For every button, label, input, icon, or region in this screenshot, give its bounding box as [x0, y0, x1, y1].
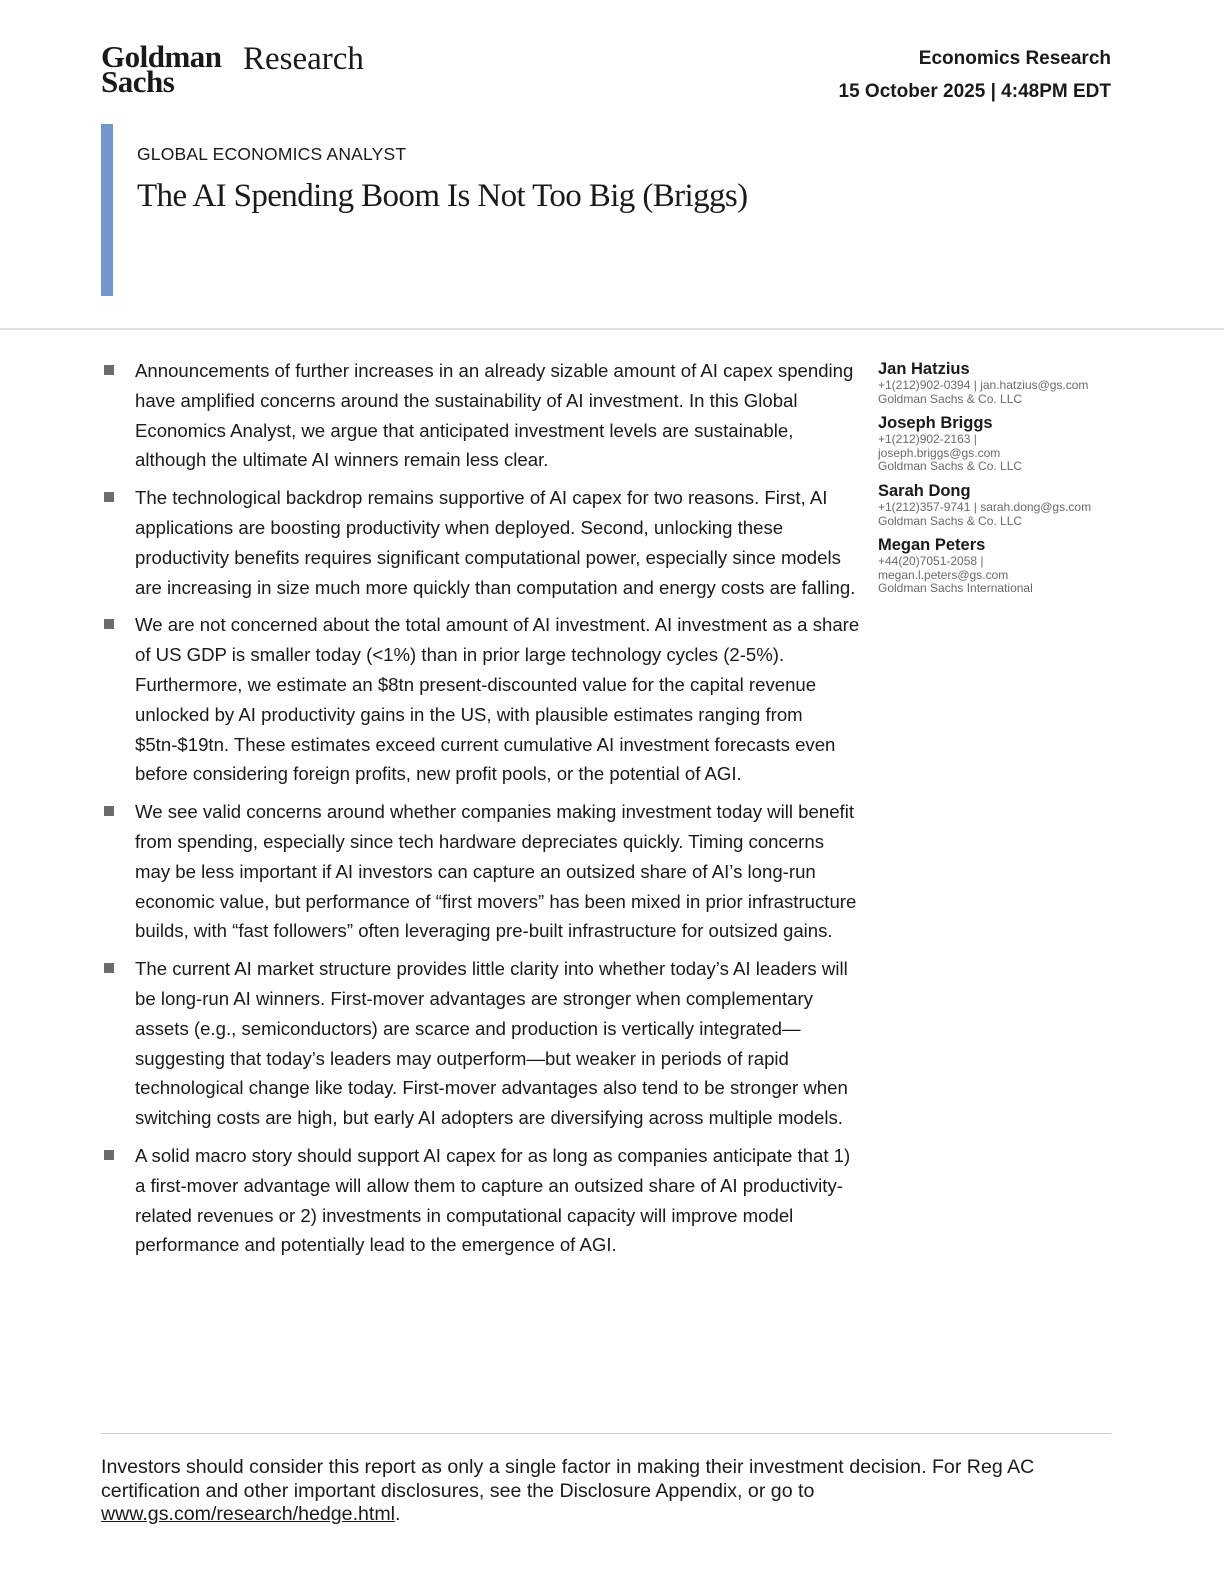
- summary-bullet: [101, 1141, 861, 1260]
- title-accent-bar: [101, 124, 113, 296]
- author-name: Joseph Briggs: [878, 414, 993, 433]
- bullet-square-icon: [104, 365, 114, 375]
- disclosure-link[interactable]: www.gs.com/research/hedge.html: [101, 1503, 396, 1525]
- bullet-text: The technological backdrop remains supportive of AI capex for two reasons. First, AI applications are boosting productivity when deployed. Second, unlocking these productivity benefits requires significant computational power, especially since models are increasing in size much more quickly than computation and energy costs are falling.: [135, 487, 856, 598]
- logo-wordmark: [101, 39, 231, 99]
- author-card: [878, 536, 1118, 596]
- author-card: [878, 414, 1118, 474]
- author-firm: Goldman Sachs & Co. LLC: [878, 391, 1023, 406]
- author-firm: Goldman Sachs & Co. LLC: [878, 459, 1023, 474]
- author-email[interactable]: joseph.briggs@gs.com: [878, 445, 1001, 460]
- report-date-time: 15 October 2025 | 4:48PM EDT: [838, 81, 1111, 102]
- logo-line-1: Goldman: [101, 39, 222, 74]
- report-meta: [839, 42, 1112, 108]
- summary-bullet: [101, 483, 861, 602]
- summary-bullet: [101, 610, 861, 789]
- report-title: The AI Spending Boom Is Not Too Big (Briggs): [137, 178, 748, 214]
- author-name: Sarah Dong: [878, 481, 971, 500]
- bullet-text: We are not concerned about the total amount of AI investment. AI investment as a share of US GDP is smaller today (<1%) than in prior large technology cycles (2-5%). Furthermore, we estimate an $8tn present-discounted value for the capital revenue unlocked by AI productivity gains in the US, with plausible estimates ranging from $5tn-$19tn. These estimates exceed current cumulative AI investment forecasts even before considering foreign profits, new profit pools, or the potential of AGI.: [135, 614, 860, 785]
- author-name: Megan Peters: [878, 536, 986, 555]
- author-phone: +44(20)7051-2058 |: [878, 554, 984, 569]
- logo-research-label: Research: [243, 41, 364, 77]
- author-phone: +1(212)902-2163 |: [878, 432, 977, 447]
- bullet-text: Announcements of further increases in an already sizable amount of AI capex spending have amplified concerns around the sustainability of AI investment. In this Global Economics Analyst, we argue that anticipated investment levels are sustainable, although the ultimate AI winners remain less clear.: [135, 360, 854, 471]
- summary-bullet: [101, 356, 861, 475]
- disclosure-end: .: [395, 1503, 401, 1525]
- author-firm: Goldman Sachs & Co. LLC: [878, 513, 1023, 528]
- bullet-square-icon: [104, 492, 114, 502]
- logo-line-2: Sachs: [101, 64, 175, 99]
- author-contact[interactable]: +1(212)902-0394 | jan.hatzius@gs.com: [878, 378, 1089, 392]
- bullet-text: The current AI market structure provides little clarity into whether today’s AI leaders will be long-run AI winners. First-mover advantages are stronger when complementary assets (e.g., semiconductors) are scarce and production is vertically integrated—suggesting that today’s leaders may outperform—but weaker in periods of rapid technological change like today. First-mover advantages also tend to be stronger when switching costs are high, but early AI adopters are diversifying across multiple models.: [135, 958, 848, 1129]
- author-card: [878, 360, 1118, 406]
- summary-bullet-list: [101, 356, 861, 1268]
- bullet-square-icon: [104, 1150, 114, 1160]
- author-contact[interactable]: +1(212)357-9741 | sarah.dong@gs.com: [878, 499, 1092, 514]
- bullet-square-icon: [104, 619, 114, 629]
- header-divider: [0, 328, 1224, 330]
- bullet-text: We see valid concerns around whether companies making investment today will benefit from spending, especially since tech hardware depreciates quickly. Timing concerns may be less important if AI investors can capture an outsized share of AI’s long-run economic value, but performance of “first movers” has been mixed in prior infrastructure builds, with “fast followers” often leveraging pre-built infrastructure for outsized gains.: [135, 801, 857, 942]
- bullet-square-icon: [104, 963, 114, 973]
- author-email[interactable]: megan.l.peters@gs.com: [878, 567, 1009, 582]
- summary-bullet: [101, 797, 861, 946]
- author-name: Jan Hatzius: [878, 360, 970, 378]
- summary-bullet: [101, 954, 861, 1133]
- author-list: [878, 360, 1118, 604]
- bullet-text: A solid macro story should support AI capex for as long as companies anticipate that 1) a first-mover advantage will allow them to capture an outsized share of AI productivity-related revenues or 2) investments in computational capacity will improve model performance and potentially lead to the emergence of AGI.: [135, 1144, 851, 1256]
- bullet-square-icon: [104, 806, 114, 816]
- disclosure-text: Investors should consider this report as only a single factor in making their investment decision. For Reg AC certification and other important disclosures, see the Disclosure Appendix, or go to: [101, 1456, 1035, 1502]
- department-label: Economics Research: [918, 48, 1111, 69]
- footer-divider: [101, 1433, 1111, 1434]
- series-label: GLOBAL ECONOMICS ANALYST: [137, 144, 407, 164]
- disclosure-footer: [101, 1456, 1111, 1527]
- author-firm: Goldman Sachs International: [878, 581, 1033, 596]
- author-card: [878, 482, 1118, 528]
